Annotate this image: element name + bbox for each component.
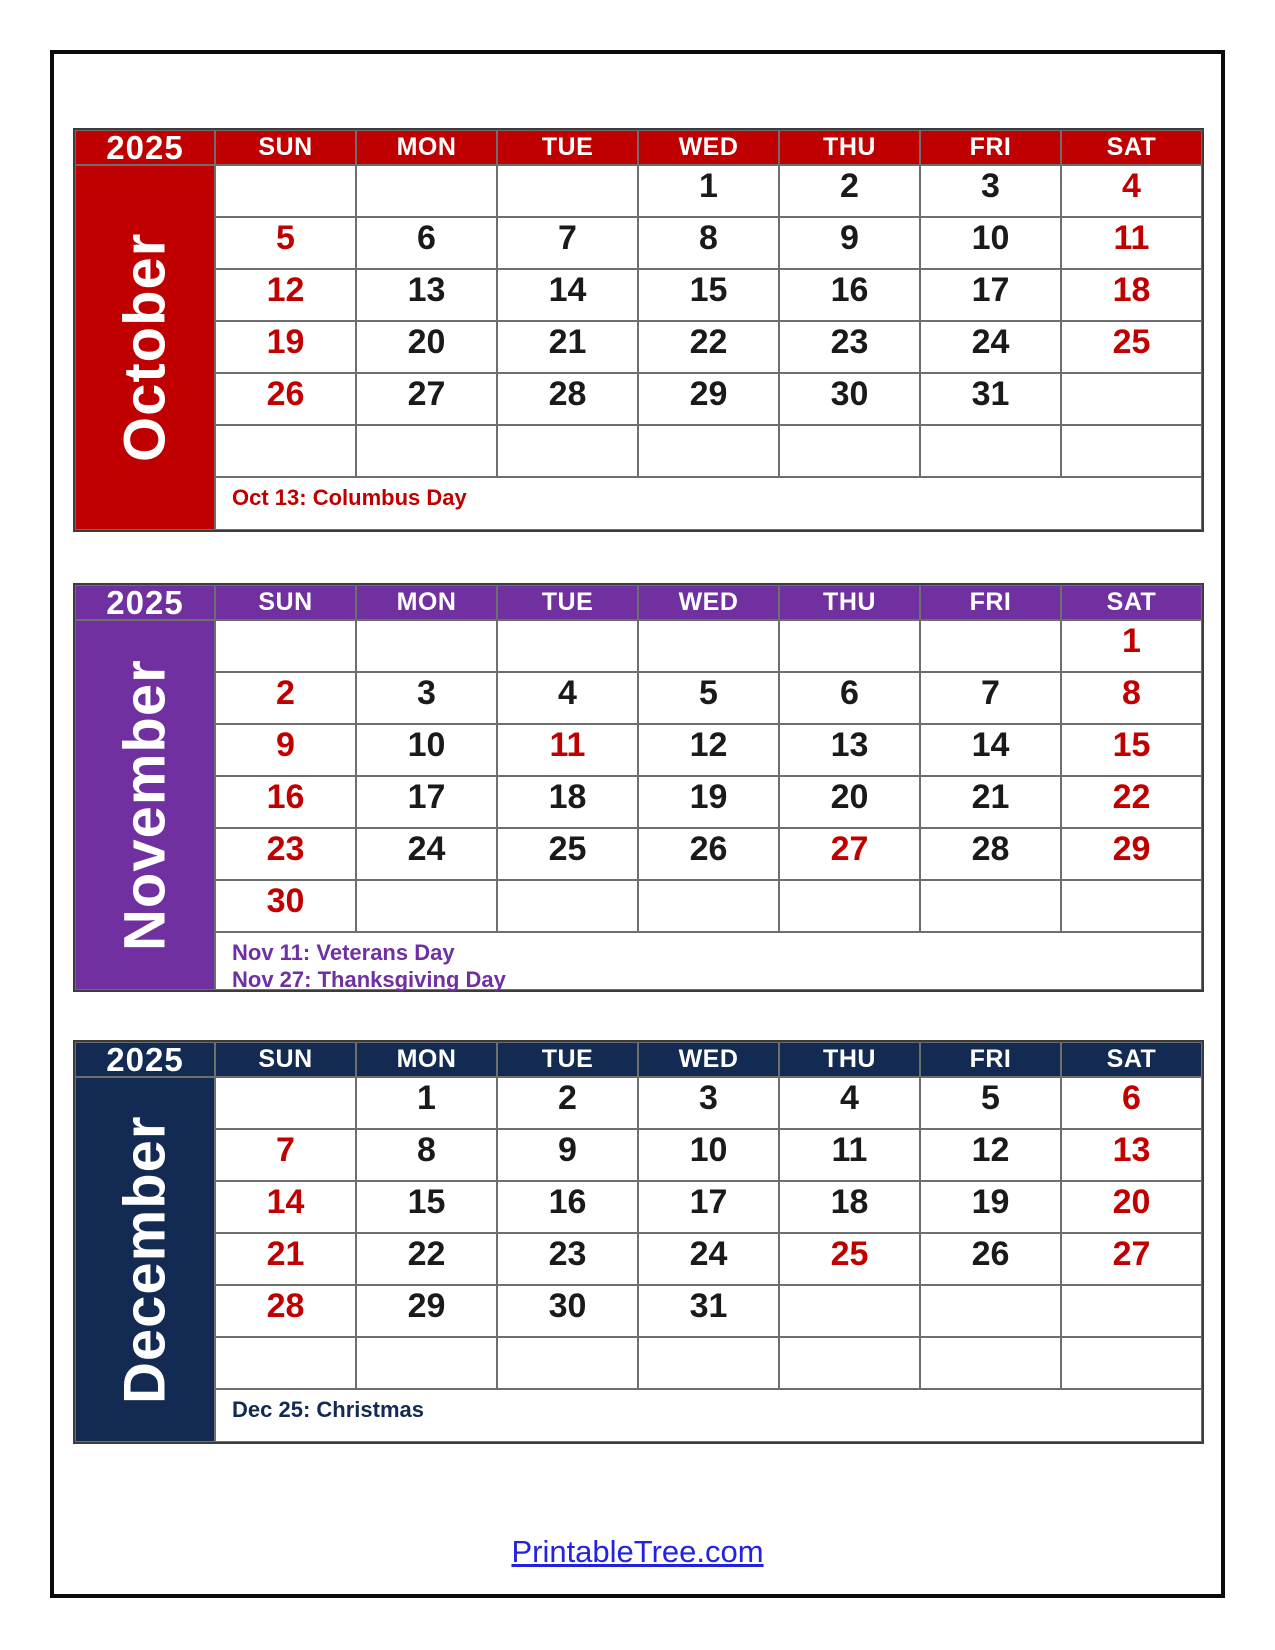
day-empty — [356, 165, 497, 217]
day-empty — [920, 880, 1061, 932]
day-december-25: 25 — [779, 1233, 920, 1285]
day-empty — [638, 620, 779, 672]
month-name-november: November — [75, 620, 215, 990]
day-empty — [356, 1337, 497, 1389]
dow-tue: TUE — [497, 585, 638, 620]
day-october-18: 18 — [1061, 269, 1202, 321]
day-december-19: 19 — [920, 1181, 1061, 1233]
dow-thu: THU — [779, 585, 920, 620]
holiday-note-area — [215, 477, 1202, 530]
day-october-5: 5 — [215, 217, 356, 269]
dow-sun: SUN — [215, 1042, 356, 1077]
day-november-20: 20 — [779, 776, 920, 828]
day-november-6: 6 — [779, 672, 920, 724]
day-empty — [779, 880, 920, 932]
dow-thu: THU — [779, 130, 920, 165]
day-november-11: 11 — [497, 724, 638, 776]
day-empty — [1061, 373, 1202, 425]
day-empty — [638, 880, 779, 932]
dow-tue: TUE — [497, 130, 638, 165]
day-empty — [1061, 1285, 1202, 1337]
dow-wed: WED — [638, 130, 779, 165]
day-december-17: 17 — [638, 1181, 779, 1233]
day-october-29: 29 — [638, 373, 779, 425]
day-december-9: 9 — [497, 1129, 638, 1181]
day-december-29: 29 — [356, 1285, 497, 1337]
day-empty — [215, 620, 356, 672]
day-december-26: 26 — [920, 1233, 1061, 1285]
day-empty — [497, 620, 638, 672]
day-november-25: 25 — [497, 828, 638, 880]
day-november-15: 15 — [1061, 724, 1202, 776]
day-november-17: 17 — [356, 776, 497, 828]
day-november-16: 16 — [215, 776, 356, 828]
dow-mon: MON — [356, 130, 497, 165]
day-november-18: 18 — [497, 776, 638, 828]
day-november-3: 3 — [356, 672, 497, 724]
day-november-30: 30 — [215, 880, 356, 932]
day-empty — [920, 1285, 1061, 1337]
day-empty — [920, 425, 1061, 477]
day-empty — [215, 165, 356, 217]
dow-sat: SAT — [1061, 585, 1202, 620]
day-november-27: 27 — [779, 828, 920, 880]
day-november-7: 7 — [920, 672, 1061, 724]
day-november-28: 28 — [920, 828, 1061, 880]
holiday-note: Dec 25: Christmas — [232, 1397, 424, 1422]
day-october-31: 31 — [920, 373, 1061, 425]
day-empty — [497, 425, 638, 477]
day-october-23: 23 — [779, 321, 920, 373]
day-empty — [1061, 880, 1202, 932]
day-december-3: 3 — [638, 1077, 779, 1129]
day-october-15: 15 — [638, 269, 779, 321]
day-december-31: 31 — [638, 1285, 779, 1337]
day-october-16: 16 — [779, 269, 920, 321]
month-name-october: October — [75, 165, 215, 530]
day-october-2: 2 — [779, 165, 920, 217]
day-december-1: 1 — [356, 1077, 497, 1129]
dow-fri: FRI — [920, 1042, 1061, 1077]
day-october-6: 6 — [356, 217, 497, 269]
day-october-11: 11 — [1061, 217, 1202, 269]
day-november-9: 9 — [215, 724, 356, 776]
day-empty — [638, 425, 779, 477]
year-label: 2025 — [75, 130, 215, 165]
day-october-28: 28 — [497, 373, 638, 425]
day-empty — [215, 1337, 356, 1389]
day-october-17: 17 — [920, 269, 1061, 321]
day-empty — [920, 620, 1061, 672]
day-december-6: 6 — [1061, 1077, 1202, 1129]
day-december-28: 28 — [215, 1285, 356, 1337]
dow-sun: SUN — [215, 130, 356, 165]
day-november-24: 24 — [356, 828, 497, 880]
day-empty — [779, 620, 920, 672]
day-empty — [356, 425, 497, 477]
day-november-22: 22 — [1061, 776, 1202, 828]
day-december-15: 15 — [356, 1181, 497, 1233]
day-empty — [779, 1285, 920, 1337]
day-december-27: 27 — [1061, 1233, 1202, 1285]
day-october-21: 21 — [497, 321, 638, 373]
day-october-24: 24 — [920, 321, 1061, 373]
dow-sat: SAT — [1061, 1042, 1202, 1077]
day-december-4: 4 — [779, 1077, 920, 1129]
day-december-2: 2 — [497, 1077, 638, 1129]
dow-wed: WED — [638, 1042, 779, 1077]
day-november-2: 2 — [215, 672, 356, 724]
calendar-month-november — [73, 583, 1204, 992]
dow-mon: MON — [356, 585, 497, 620]
day-november-14: 14 — [920, 724, 1061, 776]
day-october-7: 7 — [497, 217, 638, 269]
day-december-14: 14 — [215, 1181, 356, 1233]
dow-fri: FRI — [920, 130, 1061, 165]
day-november-8: 8 — [1061, 672, 1202, 724]
day-october-26: 26 — [215, 373, 356, 425]
day-december-8: 8 — [356, 1129, 497, 1181]
calendar-month-december — [73, 1040, 1204, 1444]
dow-wed: WED — [638, 585, 779, 620]
day-december-30: 30 — [497, 1285, 638, 1337]
day-empty — [779, 1337, 920, 1389]
day-october-12: 12 — [215, 269, 356, 321]
day-october-20: 20 — [356, 321, 497, 373]
dow-fri: FRI — [920, 585, 1061, 620]
year-label: 2025 — [75, 1042, 215, 1077]
day-empty — [497, 880, 638, 932]
day-october-14: 14 — [497, 269, 638, 321]
holiday-note: Oct 13: Columbus Day — [232, 485, 467, 510]
day-november-23: 23 — [215, 828, 356, 880]
day-october-19: 19 — [215, 321, 356, 373]
day-october-30: 30 — [779, 373, 920, 425]
day-november-5: 5 — [638, 672, 779, 724]
day-empty — [356, 880, 497, 932]
day-december-16: 16 — [497, 1181, 638, 1233]
day-november-12: 12 — [638, 724, 779, 776]
dow-sun: SUN — [215, 585, 356, 620]
day-december-23: 23 — [497, 1233, 638, 1285]
day-december-7: 7 — [215, 1129, 356, 1181]
day-december-10: 10 — [638, 1129, 779, 1181]
day-december-22: 22 — [356, 1233, 497, 1285]
day-october-27: 27 — [356, 373, 497, 425]
day-empty — [1061, 1337, 1202, 1389]
footer — [0, 1534, 1275, 1570]
day-october-4: 4 — [1061, 165, 1202, 217]
day-october-9: 9 — [779, 217, 920, 269]
day-november-26: 26 — [638, 828, 779, 880]
day-october-3: 3 — [920, 165, 1061, 217]
footer-link[interactable]: PrintableTree.com — [511, 1534, 764, 1569]
day-empty — [1061, 425, 1202, 477]
day-empty — [920, 1337, 1061, 1389]
day-december-12: 12 — [920, 1129, 1061, 1181]
day-empty — [356, 620, 497, 672]
day-empty — [638, 1337, 779, 1389]
day-december-20: 20 — [1061, 1181, 1202, 1233]
holiday-note: Nov 27: Thanksgiving Day — [232, 967, 506, 992]
calendar-month-october — [73, 128, 1204, 532]
holiday-note-area — [215, 1389, 1202, 1442]
day-october-8: 8 — [638, 217, 779, 269]
dow-sat: SAT — [1061, 130, 1202, 165]
day-october-22: 22 — [638, 321, 779, 373]
day-november-29: 29 — [1061, 828, 1202, 880]
day-november-10: 10 — [356, 724, 497, 776]
month-name-december: December — [75, 1077, 215, 1442]
day-november-13: 13 — [779, 724, 920, 776]
day-november-4: 4 — [497, 672, 638, 724]
day-october-1: 1 — [638, 165, 779, 217]
day-december-5: 5 — [920, 1077, 1061, 1129]
day-november-1: 1 — [1061, 620, 1202, 672]
day-november-19: 19 — [638, 776, 779, 828]
day-december-21: 21 — [215, 1233, 356, 1285]
holiday-note-area — [215, 932, 1202, 990]
holiday-note: Nov 11: Veterans Day — [232, 940, 455, 965]
day-november-21: 21 — [920, 776, 1061, 828]
year-label: 2025 — [75, 585, 215, 620]
dow-tue: TUE — [497, 1042, 638, 1077]
day-empty — [497, 1337, 638, 1389]
day-october-10: 10 — [920, 217, 1061, 269]
dow-mon: MON — [356, 1042, 497, 1077]
day-empty — [215, 425, 356, 477]
day-october-25: 25 — [1061, 321, 1202, 373]
day-empty — [779, 425, 920, 477]
day-december-11: 11 — [779, 1129, 920, 1181]
day-december-24: 24 — [638, 1233, 779, 1285]
day-december-13: 13 — [1061, 1129, 1202, 1181]
day-october-13: 13 — [356, 269, 497, 321]
dow-thu: THU — [779, 1042, 920, 1077]
day-empty — [215, 1077, 356, 1129]
day-empty — [497, 165, 638, 217]
day-december-18: 18 — [779, 1181, 920, 1233]
